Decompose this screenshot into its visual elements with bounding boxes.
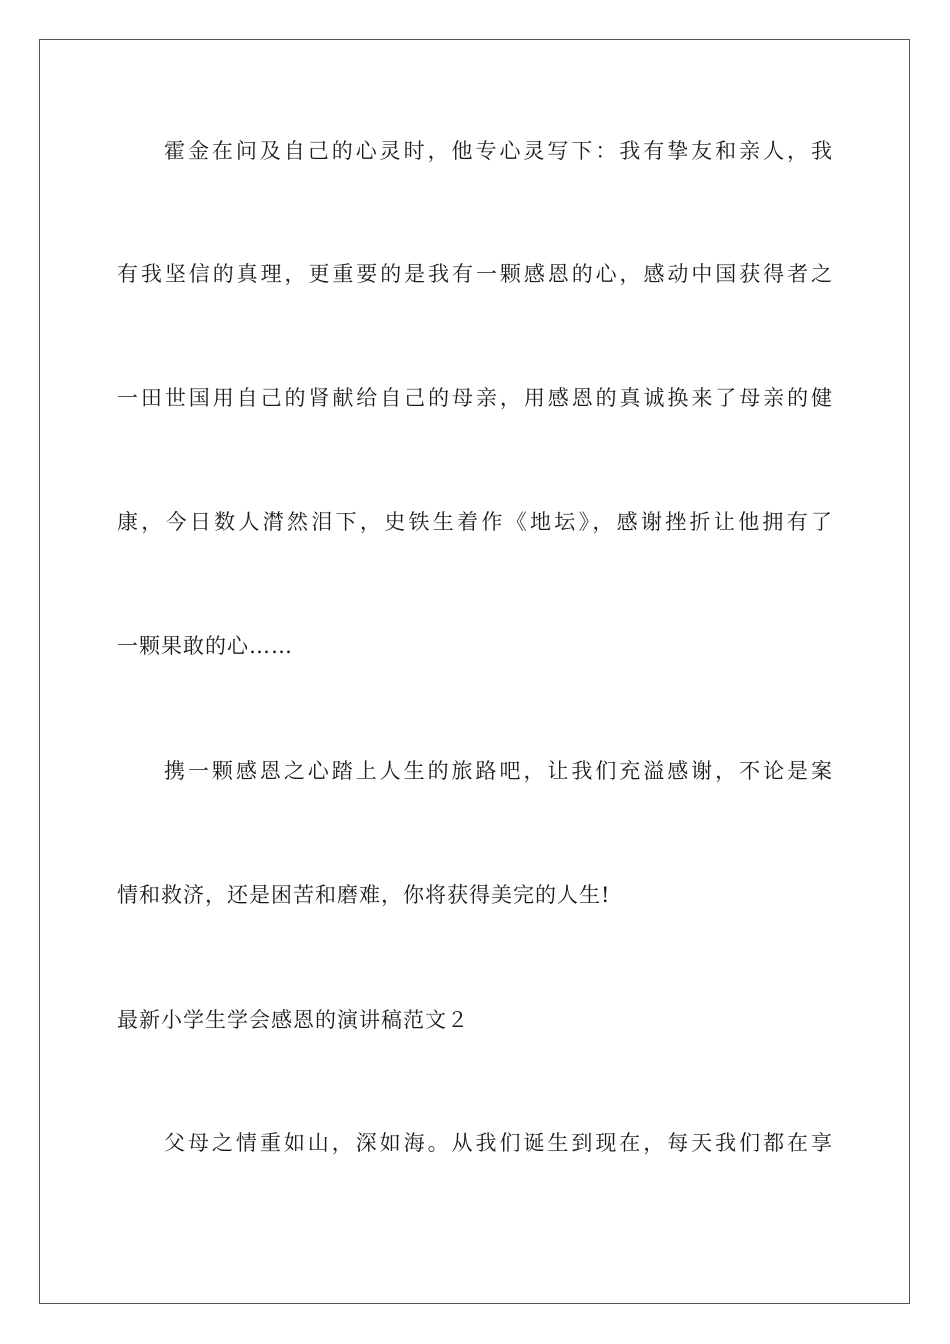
section-heading: 最新小学生学会感恩的演讲稿范文２ [117, 1008, 469, 1032]
paragraph-1-line-5: 一颗果敢的心…… [117, 634, 293, 658]
paragraph-3-line-1: 父母之情重如山，深如海。从我们诞生到现在，每天我们都在享 [164, 1131, 833, 1155]
paragraph-1-line-1: 霍金在问及自己的心灵时，他专心灵写下：我有挚友和亲人，我 [164, 139, 833, 163]
paragraph-2-line-2: 情和救济，还是困苦和磨难，你将获得美完的人生! [117, 883, 611, 907]
paragraph-1-line-3: 一田世国用自己的肾献给自己的母亲，用感恩的真诚换来了母亲的健 [117, 386, 833, 410]
paragraph-1-line-2: 有我坚信的真理，更重要的是我有一颗感恩的心，感动中国获得者之 [117, 262, 833, 286]
paragraph-2-line-1: 携一颗感恩之心踏上人生的旅路吧，让我们充溢感谢，不论是案 [164, 759, 833, 783]
paragraph-1-line-4: 康，今日数人潸然泪下，史铁生着作《地坛》，感谢挫折让他拥有了 [117, 510, 833, 534]
page-border [39, 39, 910, 1304]
